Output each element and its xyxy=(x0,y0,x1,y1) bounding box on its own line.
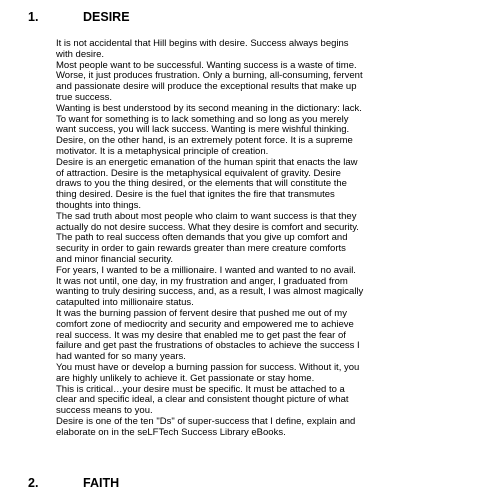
body-line: Most people want to be successful. Wanting success is a waste of time. xyxy=(56,59,357,71)
body-line: and passionate desire will produce the exceptional results that make up xyxy=(56,81,357,93)
body-line: This is critical…your desire must be specific. It must be attached to a xyxy=(56,383,345,395)
body-line: failure and get past the frustrations of obstacles to achieve the success I xyxy=(56,340,360,352)
section-title: DESIRE xyxy=(83,10,130,24)
body-line: had wanted for so many years. xyxy=(56,351,186,363)
body-line: are highly unlikely to achieve it. Get passionate or stay home. xyxy=(56,372,315,384)
body-line: security in order to gain rewards greater than mere creature comforts xyxy=(56,243,346,255)
body-line: draws to you the thing desired, or the elements that will constitute the xyxy=(56,178,347,190)
body-line: Wanting is best understood by its second meaning in the dictionary: lack. xyxy=(56,102,362,114)
body-line: To want for something is to lack something and so long as you merely xyxy=(56,113,349,125)
body-line: of attraction. Desire is the metaphysical equivalent of gravity. Desire xyxy=(56,167,341,179)
body-line: clear and specific ideal, a clear and consistent thought picture of what xyxy=(56,394,349,406)
body-line: The sad truth about most people who claim to want success is that they xyxy=(56,210,357,222)
body-line: Desire, on the other hand, is an extremely potent force. It is a supreme xyxy=(56,135,353,147)
body-line: want success, you will lack success. Wanting is mere wishful thinking. xyxy=(56,124,350,136)
section-heading-faith xyxy=(28,476,119,490)
body-line: Desire is one of the ten "Ds" of super-success that I define, explain and xyxy=(56,415,356,427)
section-title: FAITH xyxy=(83,476,120,490)
body-line: catapulted into millionaire status. xyxy=(56,297,194,309)
body-line: with desire. xyxy=(56,48,105,60)
body-line: thing desired. Desire is the fuel that ignites the fire that transmutes xyxy=(56,189,335,201)
body-line: For years, I wanted to be a millionaire. I wanted and wanted to no avail. xyxy=(56,264,356,276)
body-line: actually do not desire success. What they desire is comfort and security. xyxy=(56,221,359,233)
section-number: 1. xyxy=(28,10,39,24)
body-line: thoughts into things. xyxy=(56,199,142,211)
section-heading-desire xyxy=(28,10,130,24)
body-line: It is not accidental that Hill begins with desire. Success always begins xyxy=(56,38,349,49)
body-line: It was not until, one day, in my frustration and anger, I graduated from xyxy=(56,275,348,287)
body-line: Desire is an energetic emanation of the human spirit that enacts the law xyxy=(56,156,358,168)
body-line: Worse, it just produces frustration. Only a burning, all-consuming, fervent xyxy=(56,70,363,82)
body-line: true success. xyxy=(56,91,112,103)
body-line: The path to real success often demands that you give up comfort and xyxy=(56,232,348,244)
body-line: elaborate on in the seLFTech Success Library eBooks. xyxy=(56,426,286,438)
section-body-desire xyxy=(56,39,496,438)
section-number: 2. xyxy=(28,476,39,490)
body-line: real success. It was my desire that enabled me to get past the fear of xyxy=(56,329,346,341)
body-line: You must have or develop a burning passion for success. Without it, you xyxy=(56,361,360,373)
body-line: It was the burning passion of fervent desire that pushed me out of my xyxy=(56,307,347,319)
body-line: and minor financial security. xyxy=(56,253,174,265)
body-line: success means to you. xyxy=(56,405,153,417)
body-line: comfort zone of mediocrity and security and empowered me to achieve xyxy=(56,318,354,330)
body-line: wanting to truly desiring success, and, as a result, I was almost magically xyxy=(56,286,364,298)
body-line: motivator. It is a metaphysical principle of creation. xyxy=(56,145,269,157)
